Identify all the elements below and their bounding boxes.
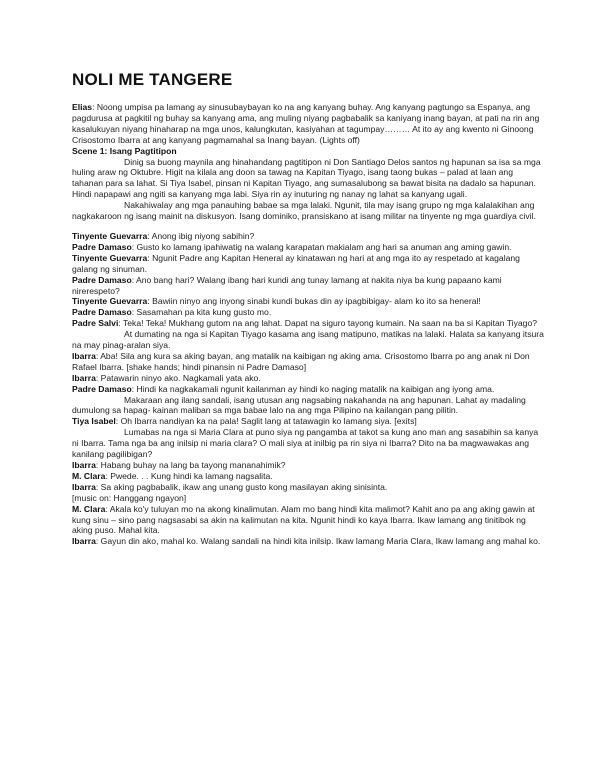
- dialogue-text: : Oh Ibarra nandiyan ka na pala! Saglit lang at tatawagin ko lamang siya. [exits]: [115, 416, 417, 427]
- dialogue-text: : Gusto ko lamang ipahiwatig na walang karapatan makialam ang hari sa anuman ang aming gawin.: [131, 241, 512, 252]
- speaker-name: Ibarra: [72, 460, 96, 470]
- scene-heading: Scene 1: Isang Pagtitipon: [72, 145, 177, 156]
- speaker-name: Tinyente Guevarra: [72, 252, 148, 263]
- speaker-name: M. Clara: [72, 470, 106, 481]
- dialogue-line: [72, 536, 546, 547]
- dialogue-line: [72, 373, 546, 384]
- document-body: [72, 102, 546, 547]
- dialogue-text: : Gayun din ako, mahal ko. Walang sandali na hindi kita inilsip. Ikaw lamang Maria Clara, Ikaw lamang ang mahal ko.: [95, 536, 541, 547]
- document-title: NOLI ME TANGERE: [72, 70, 233, 89]
- dialogue-line: [72, 307, 546, 318]
- dialogue-text: : Teka! Teka! Mukhang gutom na ang lahat. Dapat na siguro tayong kumain. Na saan na ba si Kapitan Tiyago?: [118, 318, 538, 329]
- speaker-name: Padre Salvi: [72, 318, 119, 329]
- dialogue-line: [72, 102, 546, 146]
- speaker-name: Ibarra: [72, 350, 96, 361]
- dialogue-text: : Habang buhay na lang ba tayong mananahimik?: [95, 460, 286, 470]
- dialogue-text: : Sa aking pagbabalik, ikaw ang unang gusto kong masilayan aking sinisinta.: [95, 481, 388, 492]
- dialogue-text: : Patawarin ninyo ako. Nagkamali yata ako.: [95, 372, 261, 383]
- speaker-name: Padre Damaso: [72, 274, 132, 285]
- dialogue-line: [72, 253, 546, 275]
- dialogue-line: [72, 242, 546, 253]
- dialogue-line: [72, 296, 546, 307]
- speaker-name: Padre Damaso: [72, 383, 132, 394]
- narration-paragraph: Nakahiwalay ang mga panauhing babae sa mga lalaki. Ngunit, tila may isang grupo ng mga kalalakihan ang nagkakaroon ng isang mainit na diskusyon. Isang dominiko, pransiskano at isang militar na tinyente ng mga guardiya civil.: [72, 200, 536, 222]
- dialogue-line: [72, 416, 546, 427]
- dialogue-text: : Pwede. . . Kung hindi ka lamang nagsalita.: [105, 470, 273, 481]
- dialogue-line: [72, 471, 546, 482]
- speaker-name: Elias: [72, 102, 93, 112]
- dialogue-text: : Sasamahan pa kita kung gusto mo.: [131, 307, 272, 318]
- speaker-name: Tinyente Guevarra: [72, 296, 148, 307]
- speaker-name: M. Clara: [72, 503, 106, 514]
- dialogue-text: : Anong ibig niyong sabihin?: [147, 230, 255, 241]
- dialogue-line: [72, 231, 546, 242]
- speaker-name: Ibarra: [72, 372, 96, 383]
- speaker-name: Padre Damaso: [72, 307, 132, 318]
- narration-paragraph: Lumabas na nga si Maria Clara at puno siya ng pangamba at takot sa kung ano man ang sasabihin sa kanya ni Ibarra. Tama nga ba ang inilsip ni maria clara? O mali siya at inilbig pa rin siya ni Ibarra? Dito na ba magwawakas ang kanilang pagilibigan?: [72, 427, 539, 460]
- dialogue-line: [72, 482, 546, 493]
- dialogue-text: : Aba! Sila ang kura sa aking bayan, ang matalik na kaibigan ng aking ama. Crisostomo Ibarra po ang anak ni Don Rafael Ibarra. [shake hands; hindi pinansin ni Padre Damaso]: [72, 350, 530, 372]
- dialogue-text: : Akala ko'y tuluyan mo na akong kinalimutan. Alam mo bang hindi kita malimot? Kahit ano pa ang aking gawin at kung sinu – sino pang nagsasabi sa akin na kalimutan na kita. Ngunit hindi ko kaya Ibarra. Ikaw lamang ang tinitibok ng aking puso. Mahal kita.: [72, 503, 535, 536]
- speaker-name: Tiya Isabel: [72, 416, 116, 427]
- speaker-name: Ibarra: [72, 481, 96, 492]
- dialogue-line: [72, 275, 546, 297]
- speaker-name: Ibarra: [72, 536, 96, 547]
- narration-paragraph: Dinig sa buong maynila ang hinahandang pagtitipon ni Don Santiago Delos santos ng hapunan sa isa sa mga huling araw ng Oktubre. Higit na kilala ang doon sa tawag na Kapitan Tiyago, isang taong bukas – palad at laan ang tahanan para sa lahat. Si Tiya Isabel, pinsan ni Kapitan Tiyago, ang sumasalubong sa bawat bisita na dadalo sa hapunan. Hindi napapawi ang ngiti sa kanyang mga labi. Siya rin ay inuturing ng nanay ng lahat sa kanyang ugali.: [72, 156, 541, 200]
- speaker-name: Tinyente Guevarra: [72, 230, 148, 241]
- dialogue-line: [72, 504, 546, 537]
- speaker-name: Padre Damaso: [72, 241, 132, 252]
- dialogue-line: [72, 318, 546, 329]
- narration-paragraph: Makaraan ang ilang sandali, isang utusan ang nagsabing nakahanda na ang hapunan. Lahat ay madaling dumulong sa hapag- kainan maliban sa mga babae lalo na ang mga Pilipino na kailangan pang pilitin.: [72, 394, 526, 416]
- dialogue-line: [72, 384, 546, 395]
- narration-paragraph: At dumating na nga si Kapitan Tiyago kasama ang isang matipuno, matikas na lalaki. Halata sa kanyang itsura na may pinag-aralan siya.: [72, 329, 544, 351]
- stage-direction: [music on: Hanggang ngayon]: [72, 492, 187, 503]
- dialogue-text: : Ano bang hari? Walang ibang hari kundi ang tunay lamang at nakita niya ba kung papaano kami nirerespeto?: [72, 274, 502, 296]
- dialogue-line: [72, 351, 546, 373]
- dialogue-line: [72, 460, 546, 471]
- dialogue-text: : Bawiin ninyo ang inyong sinabi kundi bukas din ay ipagbibigay- alam ko ito sa heneral!: [147, 296, 481, 307]
- dialogue-text: : Noong umpisa pa lamang ay sinusubaybayan ko na ang kanyang buhay. Ang kanyang pagtungo sa Espanya, ang pagdurusa at pagkitil ng buhay sa kanyang ama, ang muling niyang pagbabalik sa kaniyang inang bayan, at pati na rin ang kasalukuyan niyang hinaharap na mga unos, kalungkutan, kasiyahan at tagumpay……… At ito ay ang kwento ni Ginoong Crisostomo Ibarra at ang kanyang pagmamahal sa Inang bayan. (Lights off): [72, 102, 540, 145]
- dialogue-text: : Hindi ka nagkakamali ngunit kailanman ay hindi ko naging matalik na kaibigan ang iyong ama.: [131, 383, 495, 394]
- dialogue-text: : Ngunit Padre ang Kapitan Heneral ay kinatawan ng hari at ang mga ito ay respetado at kagalang galang ng sinuman.: [72, 252, 520, 274]
